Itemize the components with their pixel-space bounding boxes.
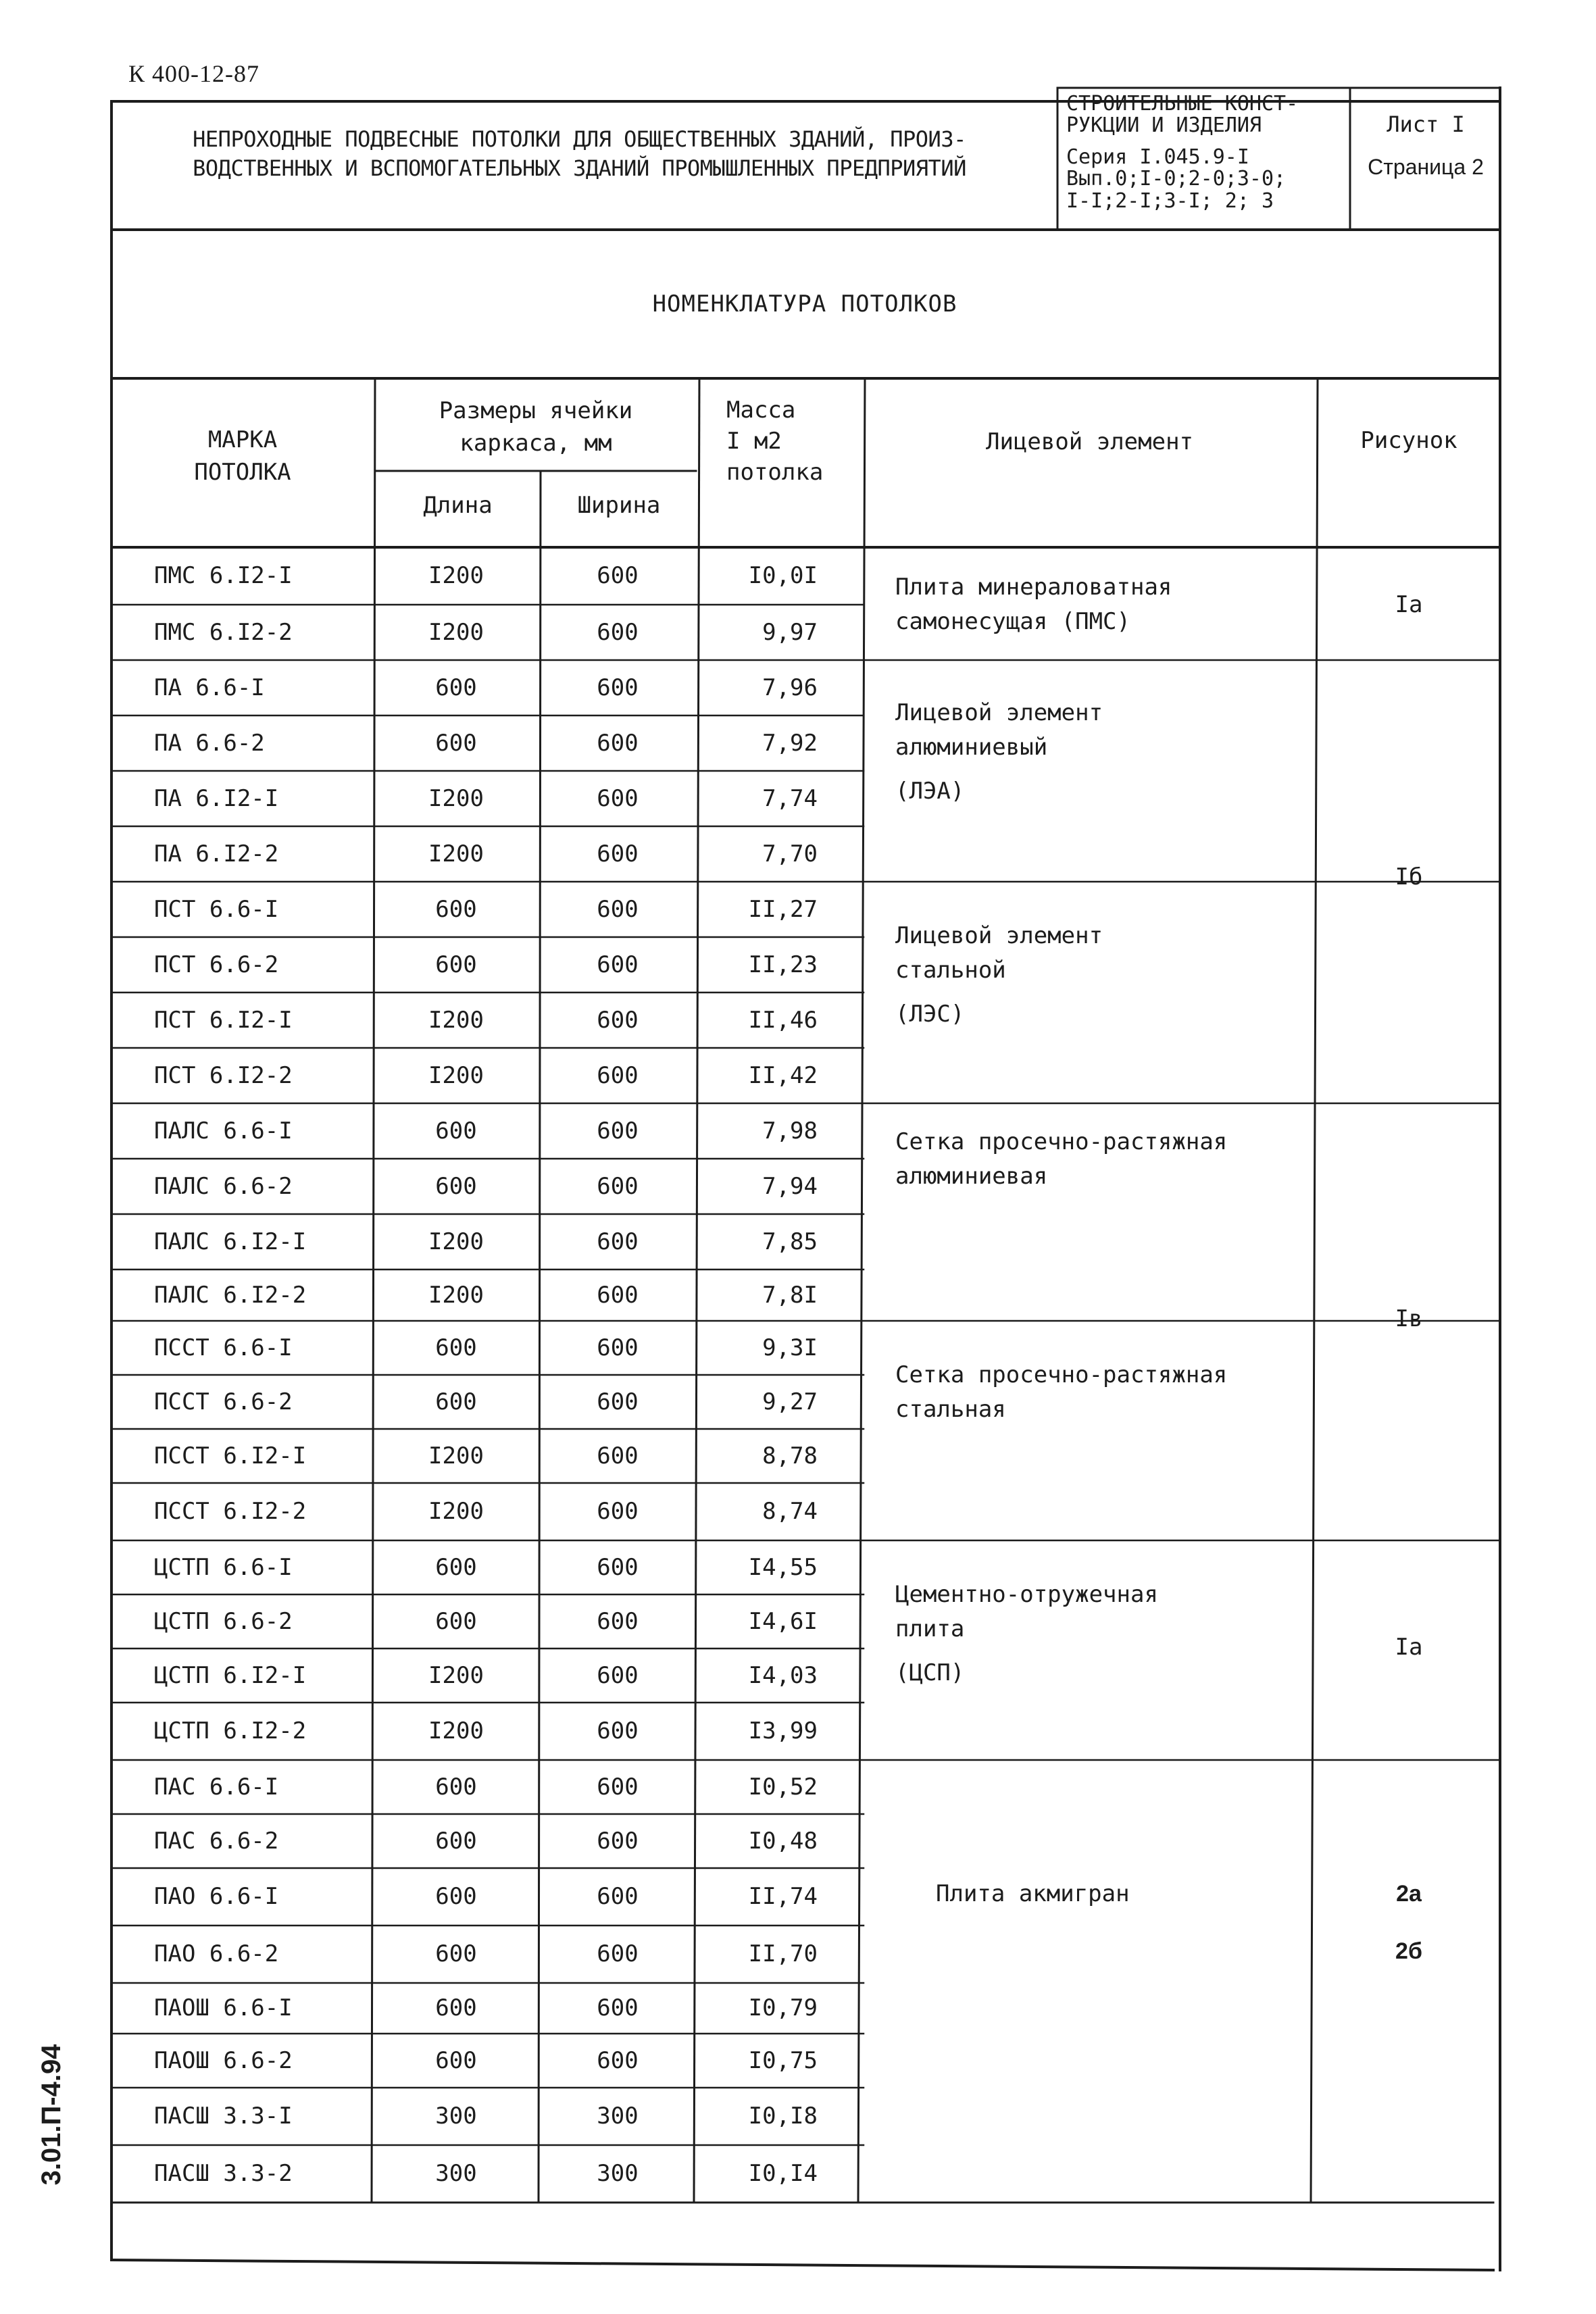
- row-width: 600: [597, 1827, 639, 1855]
- row-length: I200: [428, 1442, 484, 1469]
- row-mark: ПСТ 6.6-2: [154, 951, 279, 978]
- row-mass: II,23: [748, 951, 818, 978]
- row-mass: II,74: [748, 1883, 818, 1910]
- row-mark: ПАО 6.6-2: [154, 1940, 279, 1967]
- row-width: 600: [597, 1061, 639, 1089]
- row-width: 600: [597, 618, 639, 646]
- header-size-line: Размеры ячейки: [439, 397, 633, 424]
- row-mass: I0,I8: [748, 2103, 818, 2130]
- row-mass: 7,94: [762, 1172, 818, 1200]
- face-line: (ЦСП): [895, 1659, 965, 1686]
- row-length: I200: [428, 1661, 484, 1689]
- row-mark: ПАСШ 3.3-I: [154, 2103, 293, 2130]
- face-group-pms: [895, 570, 1172, 639]
- row-width: 600: [597, 951, 639, 978]
- row-mark: ПМС 6.I2-2: [154, 618, 293, 646]
- row-width: 600: [597, 1228, 639, 1255]
- row-mass: 8,78: [762, 1442, 818, 1469]
- header-mass-line: Масса: [726, 397, 796, 424]
- row-length: 600: [435, 1388, 477, 1415]
- row-mark: ПА 6.I2-I: [154, 784, 279, 812]
- row-mass: II,70: [748, 1940, 818, 1967]
- row-mass: 7,98: [762, 1117, 818, 1145]
- row-mass: I0,I4: [748, 2160, 818, 2187]
- figure-ref: 2а: [1396, 1881, 1422, 1907]
- face-line: стальная: [895, 1396, 1006, 1423]
- row-width: 600: [597, 1388, 639, 1415]
- page-number: Страница 2: [1368, 155, 1484, 179]
- row-mark: ПАЛС 6.I2-I: [154, 1228, 307, 1255]
- face-group-csp: [895, 1578, 1158, 1690]
- row-width: 600: [597, 1281, 639, 1309]
- row-mark: ПСТ 6.I2-2: [154, 1061, 293, 1089]
- row-mark: ПАС 6.6-2: [154, 1827, 279, 1855]
- row-mass: I4,6I: [748, 1607, 818, 1635]
- row-length: 600: [435, 951, 477, 978]
- series-stamp: [1066, 93, 1298, 212]
- row-mark: ПСТ 6.I2-I: [154, 1006, 293, 1034]
- face-line: Плита минераловатная: [895, 574, 1172, 601]
- row-width: 600: [597, 1117, 639, 1145]
- row-length: I200: [428, 840, 484, 867]
- row-mass: 7,96: [762, 674, 818, 701]
- header-cell-size: [375, 395, 697, 459]
- row-mark: ЦСТП 6.I2-I: [154, 1661, 307, 1689]
- face-line: Сетка просечно-растяжная: [895, 1361, 1228, 1388]
- row-length: 300: [435, 2103, 477, 2130]
- header-size-line: каркаса, мм: [459, 429, 612, 457]
- row-mark: ПССТ 6.I2-2: [154, 1498, 307, 1525]
- row-mass: II,27: [748, 895, 818, 923]
- row-mass: 8,74: [762, 1498, 818, 1525]
- row-width: 600: [597, 1661, 639, 1689]
- row-mass: I0,75: [748, 2046, 818, 2074]
- row-mass: I0,0I: [748, 562, 818, 589]
- row-length: I200: [428, 618, 484, 646]
- header-mark: [111, 424, 374, 488]
- row-length: I200: [428, 1006, 484, 1034]
- row-mass: 7,92: [762, 729, 818, 757]
- header-mass-line: потолка: [726, 458, 824, 486]
- face-group-les: [895, 919, 1103, 1032]
- row-mark: ПА 6.I2-2: [154, 840, 279, 867]
- row-width: 600: [597, 2046, 639, 2074]
- row-mark: ПАО 6.6-I: [154, 1883, 279, 1910]
- row-mass: II,46: [748, 1006, 818, 1034]
- row-width: 600: [597, 1006, 639, 1034]
- row-mark: ЦСТП 6.I2-2: [154, 1717, 307, 1744]
- row-length: 600: [435, 1334, 477, 1361]
- header-mass-line: I м2: [726, 427, 782, 455]
- row-length: 600: [435, 1994, 477, 2021]
- series-line: СТРОИТЕЛЬНЫЕ КОНСТ-: [1066, 92, 1299, 116]
- row-mark: ЦСТП 6.6-I: [154, 1553, 293, 1581]
- row-mark: ПССТ 6.6-I: [154, 1334, 293, 1361]
- face-line: стальной: [895, 957, 1006, 984]
- row-length: I200: [428, 1498, 484, 1525]
- face-line: алюминиевый: [895, 734, 1048, 761]
- section-title: НОМЕНКЛАТУРА ПОТОЛКОВ: [652, 291, 957, 318]
- row-length: I200: [428, 1281, 484, 1309]
- face-line: Цементно-отружечная: [895, 1581, 1158, 1608]
- document-title-line: ВОДСТВЕННЫХ И ВСПОМОГАТЕЛЬНЫХ ЗДАНИЙ ПРОМЫШЛЕННЫХ ПРЕДПРИЯТИЙ: [193, 155, 966, 182]
- row-mass: 9,3I: [762, 1334, 818, 1361]
- row-length: 600: [435, 1940, 477, 1967]
- header-face-element: Лицевой элемент: [985, 428, 1194, 455]
- header-width: Ширина: [577, 492, 661, 519]
- row-mark: ПА 6.6-I: [154, 674, 265, 701]
- row-length: I200: [428, 562, 484, 589]
- row-width: 600: [597, 1717, 639, 1744]
- row-length: 600: [435, 895, 477, 923]
- row-length: I200: [428, 1061, 484, 1089]
- row-mass: 9,97: [762, 618, 818, 646]
- row-width: 600: [597, 1172, 639, 1200]
- row-width: 600: [597, 1607, 639, 1635]
- header-mark-line: МАРКА: [207, 426, 278, 453]
- row-length: 600: [435, 1883, 477, 1910]
- row-mark: ПМС 6.I2-I: [154, 562, 293, 589]
- row-mass: 7,70: [762, 840, 818, 867]
- face-group-lea: [895, 696, 1103, 809]
- row-width: 600: [597, 1553, 639, 1581]
- row-mass: I0,48: [748, 1827, 818, 1855]
- row-mass: 7,85: [762, 1228, 818, 1255]
- face-group-steel-mesh: [895, 1358, 1227, 1427]
- row-length: 600: [435, 2046, 477, 2074]
- row-length: 600: [435, 1117, 477, 1145]
- face-line: Лицевой элемент: [895, 699, 1103, 726]
- face-line: Лицевой элемент: [895, 922, 1103, 949]
- row-length: I200: [428, 1228, 484, 1255]
- row-mark: ПАОШ 6.6-2: [154, 2046, 293, 2074]
- document-code: К 400-12-87: [128, 60, 259, 87]
- row-width: 600: [597, 1498, 639, 1525]
- row-width: 600: [597, 1442, 639, 1469]
- row-width: 600: [597, 1994, 639, 2021]
- header-mark-line: ПОТОЛКА: [194, 458, 291, 486]
- row-mass: I0,79: [748, 1994, 818, 2021]
- figure-ref: 2б: [1395, 1938, 1422, 1964]
- row-width: 600: [597, 1883, 639, 1910]
- row-width: 600: [597, 1773, 639, 1801]
- row-width: 600: [597, 784, 639, 812]
- face-group-aluminium-mesh: [895, 1125, 1227, 1194]
- document-title: [111, 125, 1047, 183]
- row-mark: ПССТ 6.6-2: [154, 1388, 293, 1415]
- row-width: 600: [597, 674, 639, 701]
- row-mark: ПАСШ 3.3-2: [154, 2160, 293, 2187]
- row-width: 300: [597, 2103, 639, 2130]
- figure-ref: Iб: [1395, 863, 1423, 890]
- series-line: I-I;2-I;3-I; 2; 3: [1066, 188, 1274, 213]
- row-width: 600: [597, 895, 639, 923]
- face-line: самонесущая (ПМС): [895, 608, 1130, 635]
- series-line: РУКЦИИ И ИЗДЕЛИЯ: [1066, 114, 1262, 138]
- row-mark: ПАС 6.6-I: [154, 1773, 279, 1801]
- row-mark: ЦСТП 6.6-2: [154, 1607, 293, 1635]
- row-mass: I4,03: [748, 1661, 818, 1689]
- row-length: 600: [435, 1773, 477, 1801]
- row-mass: I0,52: [748, 1773, 818, 1801]
- face-line: плита: [895, 1615, 965, 1642]
- row-length: I200: [428, 784, 484, 812]
- row-mark: ПАЛС 6.6-I: [154, 1117, 293, 1145]
- row-length: 600: [435, 1607, 477, 1635]
- row-mass: 7,74: [762, 784, 818, 812]
- face-line: Плита акмигран: [936, 1880, 1130, 1907]
- row-mass: I4,55: [748, 1553, 818, 1581]
- row-mark: ПСТ 6.6-I: [154, 895, 279, 923]
- row-mass: 9,27: [762, 1388, 818, 1415]
- face-line: (ЛЭС): [895, 1001, 965, 1028]
- row-mark: ПАЛС 6.6-2: [154, 1172, 293, 1200]
- series-line: Вып.0;I-0;2-0;3-0;: [1066, 167, 1287, 191]
- row-width: 600: [597, 729, 639, 757]
- row-length: 300: [435, 2160, 477, 2187]
- face-line: Сетка просечно-растяжная: [895, 1128, 1228, 1155]
- side-document-code: 3.01.П-4.94: [36, 2044, 66, 2186]
- figure-ref: Iа: [1395, 1634, 1423, 1661]
- row-mark: ПА 6.6-2: [154, 729, 265, 757]
- document-title-line: НЕПРОХОДНЫЕ ПОДВЕСНЫЕ ПОТОЛКИ ДЛЯ ОБЩЕСТВЕННЫХ ЗДАНИЙ, ПРОИЗ-: [193, 126, 966, 152]
- row-length: I200: [428, 1717, 484, 1744]
- face-group-akmigran: [936, 1877, 1130, 1911]
- row-length: 600: [435, 1553, 477, 1581]
- series-line: Серия I.045.9-I: [1066, 145, 1249, 169]
- row-length: 600: [435, 729, 477, 757]
- row-width: 600: [597, 840, 639, 867]
- header-length: Длина: [423, 492, 493, 519]
- row-length: 600: [435, 674, 477, 701]
- row-width: 600: [597, 1334, 639, 1361]
- row-width: 600: [597, 1940, 639, 1967]
- row-mass: 7,8I: [762, 1281, 818, 1309]
- row-mass: I3,99: [748, 1717, 818, 1744]
- row-mass: II,42: [748, 1061, 818, 1089]
- sheet-number: Лист I: [1387, 111, 1465, 137]
- row-mark: ПССТ 6.I2-I: [154, 1442, 307, 1469]
- header-figure: Рисунок: [1360, 427, 1457, 454]
- row-mark: ПАОШ 6.6-I: [154, 1994, 293, 2021]
- face-line: (ЛЭА): [895, 778, 965, 805]
- row-length: 600: [435, 1827, 477, 1855]
- row-width: 300: [597, 2160, 639, 2187]
- figure-ref: Iв: [1395, 1305, 1423, 1332]
- figure-ref: Iа: [1395, 591, 1423, 618]
- row-mark: ПАЛС 6.I2-2: [154, 1281, 307, 1309]
- row-width: 600: [597, 562, 639, 589]
- row-length: 600: [435, 1172, 477, 1200]
- face-line: алюминиевая: [895, 1163, 1048, 1190]
- header-mass: [726, 395, 862, 488]
